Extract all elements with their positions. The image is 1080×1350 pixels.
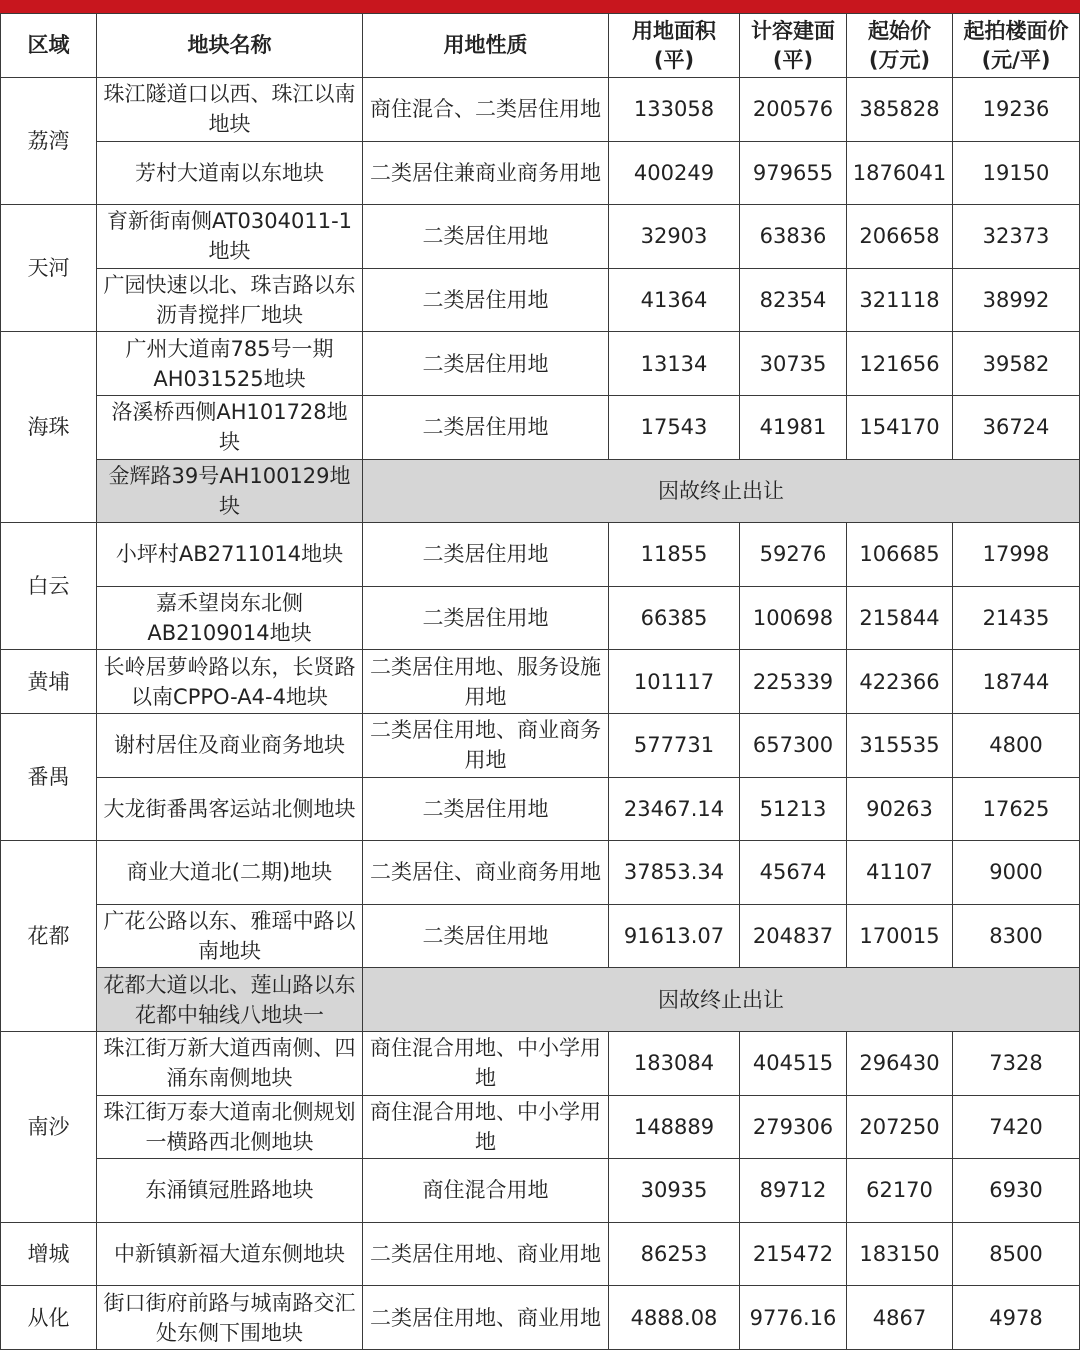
table-row [1, 713, 1080, 777]
gfa-cell: 404515 [740, 1031, 847, 1095]
unit-price-cell: 9000 [953, 841, 1080, 905]
unit-price-cell: 17625 [953, 777, 1080, 841]
land-area-cell: 101117 [609, 650, 740, 714]
table-row [1, 1222, 1080, 1286]
land-usage-cell: 二类居住用地 [363, 395, 609, 459]
land-usage-cell: 商住混合、二类居住用地 [363, 78, 609, 142]
region-cell: 海珠 [1, 332, 97, 523]
land-area-cell: 86253 [609, 1222, 740, 1286]
table-row [1, 268, 1080, 332]
start-price-cell: 154170 [847, 395, 953, 459]
start-price-cell: 90263 [847, 777, 953, 841]
start-price-cell: 207250 [847, 1095, 953, 1159]
land-auction-table [0, 13, 1080, 1350]
land-area-cell: 23467.14 [609, 777, 740, 841]
gfa-header-line1: 计容建面 [751, 18, 835, 43]
region-cell: 番禺 [1, 713, 97, 840]
land-area-cell: 577731 [609, 713, 740, 777]
region-cell: 天河 [1, 205, 97, 332]
parcel-name-cell: 大龙街番禺客运站北侧地块 [97, 777, 363, 841]
region-cell: 荔湾 [1, 78, 97, 205]
table-row [1, 968, 1080, 1032]
unit-price-cell: 7420 [953, 1095, 1080, 1159]
table-row [1, 332, 1080, 396]
top-accent-bar [0, 0, 1080, 13]
table-row [1, 459, 1080, 523]
parcel-name-cell: 东涌镇冠胜路地块 [97, 1159, 363, 1223]
land-area-cell: 183084 [609, 1031, 740, 1095]
land-usage-cell: 二类居住用地 [363, 586, 609, 650]
table-row [1, 1031, 1080, 1095]
area-header-line1: 用地面积 [632, 18, 716, 43]
parcel-name-cell: 长岭居萝岭路以东，长贤路以南CPPO-A4-4地块 [97, 650, 363, 714]
gfa-cell: 89712 [740, 1159, 847, 1223]
start-price-cell: 385828 [847, 78, 953, 142]
unit-price-cell: 36724 [953, 395, 1080, 459]
unit-price-cell: 4978 [953, 1286, 1080, 1350]
table-row [1, 650, 1080, 714]
gfa-cell: 657300 [740, 713, 847, 777]
table-row [1, 141, 1080, 205]
table-row [1, 777, 1080, 841]
table-row [1, 904, 1080, 968]
table-row [1, 78, 1080, 142]
unit-price-cell: 21435 [953, 586, 1080, 650]
table-row [1, 1095, 1080, 1159]
gfa-cell: 279306 [740, 1095, 847, 1159]
start-price-cell: 4867 [847, 1286, 953, 1350]
unit-price-cell: 19236 [953, 78, 1080, 142]
gfa-cell: 45674 [740, 841, 847, 905]
parcel-name-cell: 芳村大道南以东地块 [97, 141, 363, 205]
start-price-cell: 183150 [847, 1222, 953, 1286]
parcel-name-cell: 珠江隧道口以西、珠江以南地块 [97, 78, 363, 142]
land-area-cell: 66385 [609, 586, 740, 650]
col-gfa-header [740, 14, 847, 78]
terminated-note-cell: 因故终止出让 [363, 459, 1080, 523]
land-usage-cell: 二类居住用地 [363, 332, 609, 396]
land-area-cell: 11855 [609, 523, 740, 587]
gfa-cell: 215472 [740, 1222, 847, 1286]
start-price-cell: 315535 [847, 713, 953, 777]
land-usage-cell: 二类居住用地 [363, 268, 609, 332]
gfa-cell: 979655 [740, 141, 847, 205]
region-cell: 增城 [1, 1222, 97, 1286]
parcel-name-cell: 广州大道南785号一期AH031525地块 [97, 332, 363, 396]
start-price-cell: 62170 [847, 1159, 953, 1223]
table-row [1, 586, 1080, 650]
col-region-header: 区域 [1, 14, 97, 78]
land-usage-cell: 二类居住用地、商业用地 [363, 1286, 609, 1350]
col-area-header [609, 14, 740, 78]
land-usage-cell: 商住混合用地、中小学用地 [363, 1031, 609, 1095]
gfa-cell: 82354 [740, 268, 847, 332]
unit-price-cell: 8300 [953, 904, 1080, 968]
land-area-cell: 13134 [609, 332, 740, 396]
col-price-header [847, 14, 953, 78]
unit-price-cell: 19150 [953, 141, 1080, 205]
price-header-line1: 起始价 [868, 18, 931, 43]
land-usage-cell: 二类居住兼商业商务用地 [363, 141, 609, 205]
gfa-header-line2: (平) [772, 47, 814, 72]
gfa-cell: 30735 [740, 332, 847, 396]
region-cell: 花都 [1, 841, 97, 1032]
table-header-row [1, 14, 1080, 78]
land-area-cell: 91613.07 [609, 904, 740, 968]
unit-header-line2: (元/平) [981, 47, 1051, 72]
table-row [1, 523, 1080, 587]
land-usage-cell: 二类居住用地、商业用地 [363, 1222, 609, 1286]
table-row [1, 395, 1080, 459]
gfa-cell: 100698 [740, 586, 847, 650]
parcel-name-cell: 金辉路39号AH100129地块 [97, 459, 363, 523]
start-price-cell: 296430 [847, 1031, 953, 1095]
start-price-cell: 106685 [847, 523, 953, 587]
land-usage-cell: 二类居住用地 [363, 777, 609, 841]
start-price-cell: 1876041 [847, 141, 953, 205]
land-area-cell: 30935 [609, 1159, 740, 1223]
start-price-cell: 321118 [847, 268, 953, 332]
parcel-name-cell: 中新镇新福大道东侧地块 [97, 1222, 363, 1286]
price-header-line2: (万元) [868, 47, 931, 72]
area-header-line2: (平) [653, 47, 695, 72]
region-cell: 南沙 [1, 1031, 97, 1222]
unit-header-line1: 起拍楼面价 [963, 18, 1069, 43]
table-row [1, 1159, 1080, 1223]
land-area-cell: 41364 [609, 268, 740, 332]
gfa-cell: 225339 [740, 650, 847, 714]
unit-price-cell: 8500 [953, 1222, 1080, 1286]
gfa-cell: 63836 [740, 205, 847, 269]
table-row [1, 205, 1080, 269]
parcel-name-cell: 花都大道以北、莲山路以东花都中轴线八地块一 [97, 968, 363, 1032]
parcel-name-cell: 小坪村AB2711014地块 [97, 523, 363, 587]
start-price-cell: 121656 [847, 332, 953, 396]
parcel-name-cell: 洛溪桥西侧AH101728地块 [97, 395, 363, 459]
land-area-cell: 4888.08 [609, 1286, 740, 1350]
unit-price-cell: 39582 [953, 332, 1080, 396]
gfa-cell: 59276 [740, 523, 847, 587]
parcel-name-cell: 广园快速以北、珠吉路以东沥青搅拌厂地块 [97, 268, 363, 332]
land-usage-cell: 商住混合用地 [363, 1159, 609, 1223]
land-usage-cell: 商住混合用地、中小学用地 [363, 1095, 609, 1159]
parcel-name-cell: 育新街南侧AT0304011-1地块 [97, 205, 363, 269]
land-usage-cell: 二类居住用地 [363, 904, 609, 968]
parcel-name-cell: 嘉禾望岗东北侧AB2109014地块 [97, 586, 363, 650]
gfa-cell: 9776.16 [740, 1286, 847, 1350]
unit-price-cell: 4800 [953, 713, 1080, 777]
unit-price-cell: 38992 [953, 268, 1080, 332]
gfa-cell: 200576 [740, 78, 847, 142]
table-row [1, 1286, 1080, 1350]
land-usage-cell: 二类居住用地 [363, 205, 609, 269]
start-price-cell: 215844 [847, 586, 953, 650]
table-row [1, 841, 1080, 905]
col-usage-header: 用地性质 [363, 14, 609, 78]
gfa-cell: 204837 [740, 904, 847, 968]
terminated-note-cell: 因故终止出让 [363, 968, 1080, 1032]
gfa-cell: 41981 [740, 395, 847, 459]
parcel-name-cell: 商业大道北(二期)地块 [97, 841, 363, 905]
land-area-cell: 148889 [609, 1095, 740, 1159]
land-area-cell: 32903 [609, 205, 740, 269]
land-area-cell: 37853.34 [609, 841, 740, 905]
region-cell: 从化 [1, 1286, 97, 1350]
land-usage-cell: 二类居住用地、服务设施用地 [363, 650, 609, 714]
land-usage-cell: 二类居住用地、商业商务用地 [363, 713, 609, 777]
land-area-cell: 400249 [609, 141, 740, 205]
unit-price-cell: 7328 [953, 1031, 1080, 1095]
unit-price-cell: 17998 [953, 523, 1080, 587]
parcel-name-cell: 珠江街万泰大道南北侧规划一横路西北侧地块 [97, 1095, 363, 1159]
region-cell: 黄埔 [1, 650, 97, 714]
unit-price-cell: 32373 [953, 205, 1080, 269]
start-price-cell: 206658 [847, 205, 953, 269]
start-price-cell: 170015 [847, 904, 953, 968]
col-unit-price-header [953, 14, 1080, 78]
start-price-cell: 422366 [847, 650, 953, 714]
parcel-name-cell: 街口街府前路与城南路交汇处东侧下围地块 [97, 1286, 363, 1350]
land-usage-cell: 二类居住用地 [363, 523, 609, 587]
col-name-header: 地块名称 [97, 14, 363, 78]
region-cell: 白云 [1, 523, 97, 650]
start-price-cell: 41107 [847, 841, 953, 905]
land-area-cell: 133058 [609, 78, 740, 142]
gfa-cell: 51213 [740, 777, 847, 841]
parcel-name-cell: 珠江街万新大道西南侧、四涌东南侧地块 [97, 1031, 363, 1095]
land-usage-cell: 二类居住、商业商务用地 [363, 841, 609, 905]
land-area-cell: 17543 [609, 395, 740, 459]
unit-price-cell: 6930 [953, 1159, 1080, 1223]
unit-price-cell: 18744 [953, 650, 1080, 714]
parcel-name-cell: 广花公路以东、雅瑶中路以南地块 [97, 904, 363, 968]
parcel-name-cell: 谢村居住及商业商务地块 [97, 713, 363, 777]
